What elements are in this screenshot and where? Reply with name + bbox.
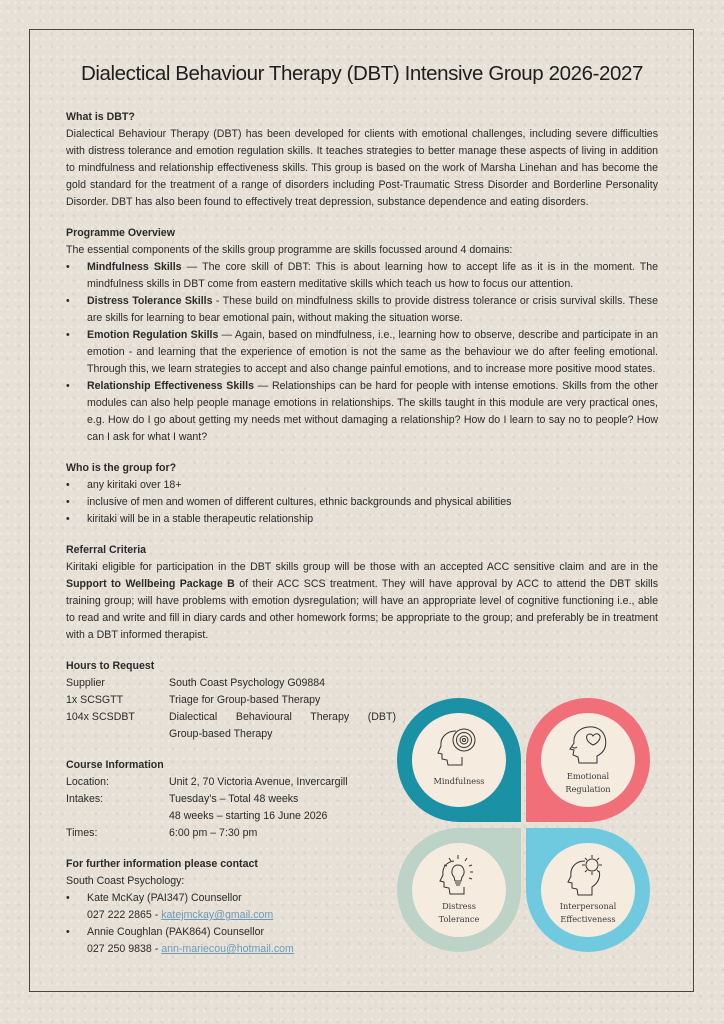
course-row: Times: 6:00 pm – 7:30 pm bbox=[66, 827, 258, 839]
petal-label: Interpersonal bbox=[559, 901, 617, 911]
what-is-body: Dialectical Behaviour Therapy (DBT) has been developed for clients with emotional challenges, including severe difficulties with distress tolerance and emotion regulation skills. It teaches strategies to better manage these aspects of living in addition to mindfulness and relationship effectiveness skills. This group is based on the work of Marsha Linehan and has become the gold standard for the treatment of a range of disorders including Post-Traumatic Stress Disorder and Borderline Personality Disorder. DBT has also been found to effectively treat depression, substance dependence and eating disorders. bbox=[66, 128, 658, 208]
contact-section bbox=[66, 856, 396, 958]
petal-mindfulness bbox=[397, 698, 521, 822]
petal-label: Tolerance bbox=[438, 914, 480, 924]
course-section bbox=[66, 757, 396, 842]
list-item: • Distress Tolerance Skills - These build on mindfulness skills to provide distress tolerance or crisis survival skills. These are skills for learning to bear emotional pain, without making the situation worse. bbox=[66, 295, 658, 324]
referral-body: Kiritaki eligible for participation in the DBT skills group will be those with an accepted ACC sensitive claim and are in the Support to Wellbeing Package B of their ACC SCS treatment. They will have approval by ACC to attend the DBT skills training group; will have problems with emotion dysregulation; will have an appropriate level of cognitive functioning i.e., able to read and write and fill in diary cards and other homework forms; be appropriate to the group; and preferably be in treatment with a DBT informed therapist. bbox=[66, 561, 659, 641]
course-row: Location: Unit 2, 70 Victoria Avenue, Invercargill bbox=[66, 776, 348, 788]
contact-person: • Annie Coughlan (PAK864) Counsellor 027 250 9838 - ann-mariecou@hotmail.com bbox=[66, 926, 294, 955]
contact-heading: For further information please contact bbox=[66, 858, 258, 870]
who-list bbox=[66, 477, 658, 528]
skill-name: Relationship Effectiveness Skills bbox=[87, 380, 254, 392]
list-item: • Mindfulness Skills — The core skill of DBT: This is about learning how to accept life as it is in the moment. The mindfulness skills in DBT come from eastern meditative skills which teach us how to focus our attention. bbox=[66, 261, 658, 290]
list-item: • any kiritaki over 18+ bbox=[66, 479, 182, 491]
hours-row: 104x SCSDBT Dialectical Behavioural Therapy (DBT) bbox=[66, 711, 396, 723]
course-row-cont: 48 weeks – starting 16 June 2026 bbox=[169, 810, 328, 822]
head-gear-icon bbox=[561, 851, 611, 897]
petal-label: Regulation bbox=[565, 784, 611, 794]
list-item: • Emotion Regulation Skills — Again, based on mindfulness, i.e., learning how to observe, describe and participate in an emotion - and learning that the experience of emotion is not the same as the behaviour we do after feeling emotional. Through this, we learn strategies to accept and also change painful emotions, and to increase more positive mood states. bbox=[66, 329, 658, 375]
course-heading: Course Information bbox=[66, 759, 164, 771]
hours-heading: Hours to Request bbox=[66, 660, 155, 672]
email-link[interactable]: katejmckay@gmail.com bbox=[161, 909, 274, 921]
skill-name: Distress Tolerance Skills bbox=[87, 295, 213, 307]
hours-section bbox=[66, 658, 396, 743]
overview-list bbox=[66, 259, 658, 446]
list-item: • inclusive of men and women of different cultures, ethnic backgrounds and physical abilities bbox=[66, 496, 512, 508]
hours-row: 1x SCSGTT Triage for Group-based Therapy bbox=[66, 694, 321, 706]
what-is-heading: What is DBT? bbox=[66, 111, 135, 123]
petal-label: Mindfulness bbox=[433, 776, 485, 786]
head-heart-icon bbox=[563, 723, 613, 769]
referral-heading: Referral Criteria bbox=[66, 544, 147, 556]
email-link[interactable]: ann-mariecou@hotmail.com bbox=[161, 943, 294, 955]
overview-heading: Programme Overview bbox=[66, 227, 175, 239]
petal-label: Emotional bbox=[566, 771, 610, 781]
who-heading: Who is the group for? bbox=[66, 462, 177, 474]
overview-intro: The essential components of the skills group programme are skills focussed around 4 domains: bbox=[66, 244, 513, 256]
skill-name: Mindfulness Skills bbox=[87, 261, 182, 273]
petal-distress-tolerance bbox=[397, 828, 521, 952]
list-item: • Relationship Effectiveness Skills — Relationships can be hard for people with intense emotions. Skills from the other modules can also help people manage emotions in relationships. The skills taught in this module are very practical ones, e.g. How do I go about getting my needs met without damaging a relationship? How do I learn to say no to people? How can I ask for what I want? bbox=[66, 380, 658, 443]
course-row: Intakes: Tuesday’s – Total 48 weeks bbox=[66, 793, 299, 805]
hours-row: Supplier South Coast Psychology G09884 bbox=[66, 677, 326, 689]
head-mindfulness-icon bbox=[434, 725, 484, 771]
skill-name: Emotion Regulation Skills bbox=[87, 329, 219, 341]
petal-interpersonal-effectiveness bbox=[526, 828, 650, 952]
contact-org: South Coast Psychology: bbox=[66, 875, 185, 887]
petal-label: Effectiveness bbox=[560, 914, 616, 924]
hours-row-cont: Group-based Therapy bbox=[169, 728, 273, 740]
head-lightbulb-icon bbox=[432, 851, 482, 897]
contact-person: • Kate McKay (PAI347) Counsellor 027 222 2865 - katejmckay@gmail.com bbox=[66, 892, 274, 921]
contact-list bbox=[66, 890, 396, 958]
page-title: Dialectical Behaviour Therapy (DBT) Intensive Group 2026-2027 bbox=[80, 62, 644, 85]
petal-emotional-regulation bbox=[526, 698, 650, 822]
list-item: • kiritaki will be in a stable therapeutic relationship bbox=[66, 513, 314, 525]
petal-label: Distress bbox=[442, 901, 476, 911]
